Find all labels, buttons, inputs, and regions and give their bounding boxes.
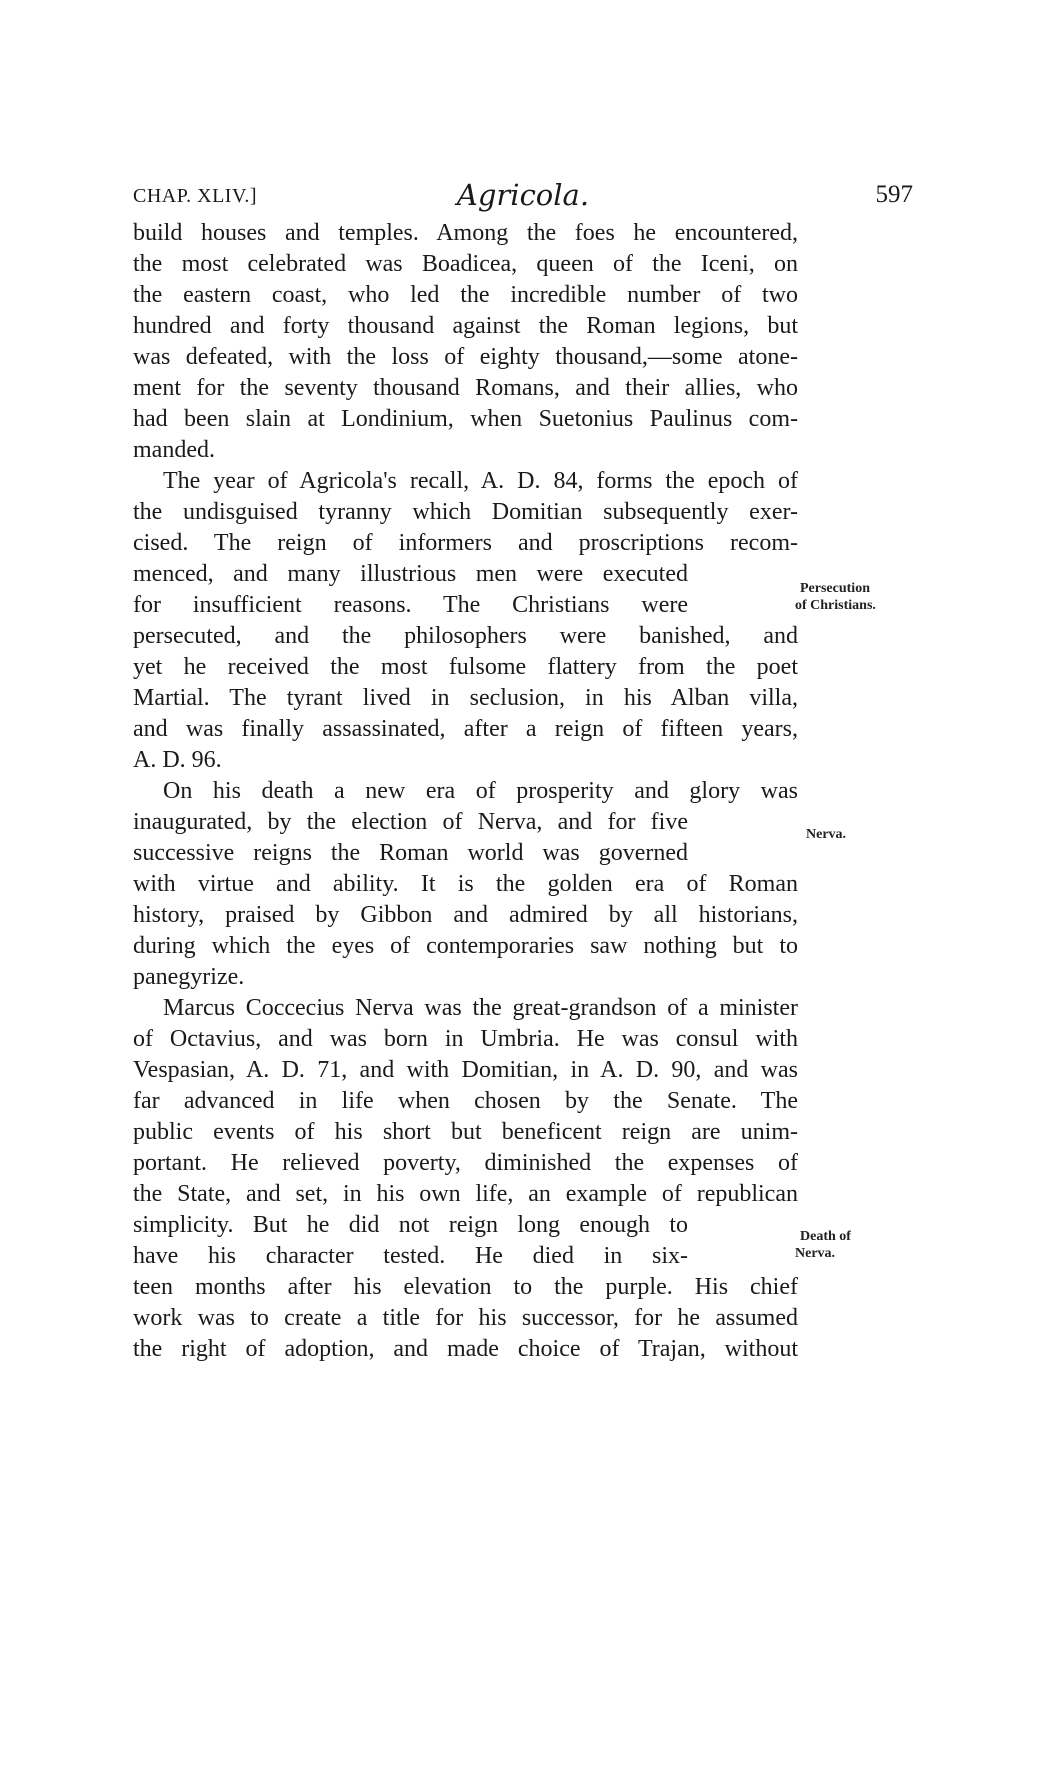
text-line: of Octavius, and was born in Umbria. He was consul with — [133, 1026, 798, 1052]
text-line: the undisguised tyranny which Domitian subsequently exer- — [133, 499, 798, 525]
text-line: The year of Agricola's recall, A. D. 84, forms the epoch of — [163, 468, 798, 494]
text-line: during which the eyes of contemporaries saw nothing but to — [133, 933, 798, 959]
text-line: menced, and many illustrious men were executed — [133, 561, 688, 587]
text-line: far advanced in life when chosen by the Senate. The — [133, 1088, 798, 1114]
text-line: the State, and set, in his own life, an example of republican — [133, 1181, 798, 1207]
text-line: Martial. The tyrant lived in seclusion, in his Alban villa, — [133, 685, 798, 711]
text-line: teen months after his elevation to the purple. His chief — [133, 1274, 798, 1300]
text-line: have his character tested. He died in six- — [133, 1243, 688, 1269]
text-line: build houses and temples. Among the foes he encountered, — [133, 220, 798, 246]
text-line: public events of his short but beneficent reign are unim- — [133, 1119, 798, 1145]
sidenote-death-nerva: Nerva. — [795, 1246, 836, 1261]
text-line: had been slain at Londinium, when Suetonius Paulinus com- — [133, 406, 798, 432]
text-line: hundred and forty thousand against the Roman legions, but — [133, 313, 798, 339]
text-line: with virtue and ability. It is the golden era of Roman — [133, 871, 798, 897]
sidenote-nerva: Nerva. — [806, 827, 847, 842]
text-line: On his death a new era of prosperity and glory was — [163, 778, 798, 804]
text-line: the most celebrated was Boadicea, queen of the Iceni, on — [133, 251, 798, 277]
text-line: successive reigns the Roman world was governed — [133, 840, 688, 866]
text-line: yet he received the most fulsome flattery from the poet — [133, 654, 798, 680]
text-line: panegyrize. — [133, 964, 245, 990]
text-line: simplicity. But he did not reign long enough to — [133, 1212, 688, 1238]
sidenote-persecution: Persecution — [800, 581, 870, 596]
text-line: ment for the seventy thousand Romans, and their allies, who — [133, 375, 798, 401]
text-line: was defeated, with the loss of eighty thousand,—some atone- — [133, 344, 798, 370]
running-head — [133, 178, 913, 214]
text-line: and was finally assassinated, after a reign of fifteen years, — [133, 716, 798, 742]
sidenote-of-christians: of Christians. — [795, 598, 876, 613]
page-number: 597 — [875, 181, 913, 208]
text-line: A. D. 96. — [133, 747, 222, 773]
text-line: cised. The reign of informers and proscriptions recom- — [133, 530, 798, 556]
text-line: work was to create a title for his successor, for he assumed — [133, 1305, 798, 1331]
text-line: Marcus Coccecius Nerva was the great-grandson of a minister — [163, 995, 798, 1021]
running-title: Agricola. — [456, 178, 590, 212]
text-line: persecuted, and the philosophers were banished, and — [133, 623, 798, 649]
text-line: history, praised by Gibbon and admired by all historians, — [133, 902, 798, 928]
chapter-reference: CHAP. XLIV.] — [133, 185, 257, 207]
text-line: Vespasian, A. D. 71, and with Domitian, in A. D. 90, and was — [133, 1057, 798, 1083]
text-line: inaugurated, by the election of Nerva, and for five — [133, 809, 688, 835]
text-line: for insufficient reasons. The Christians were — [133, 592, 688, 618]
text-line: manded. — [133, 437, 215, 463]
text-line: the right of adoption, and made choice of Trajan, without — [133, 1336, 798, 1362]
sidenote-death-of: Death of — [800, 1229, 851, 1244]
text-line: portant. He relieved poverty, diminished the expenses of — [133, 1150, 798, 1176]
text-line: the eastern coast, who led the incredible number of two — [133, 282, 798, 308]
